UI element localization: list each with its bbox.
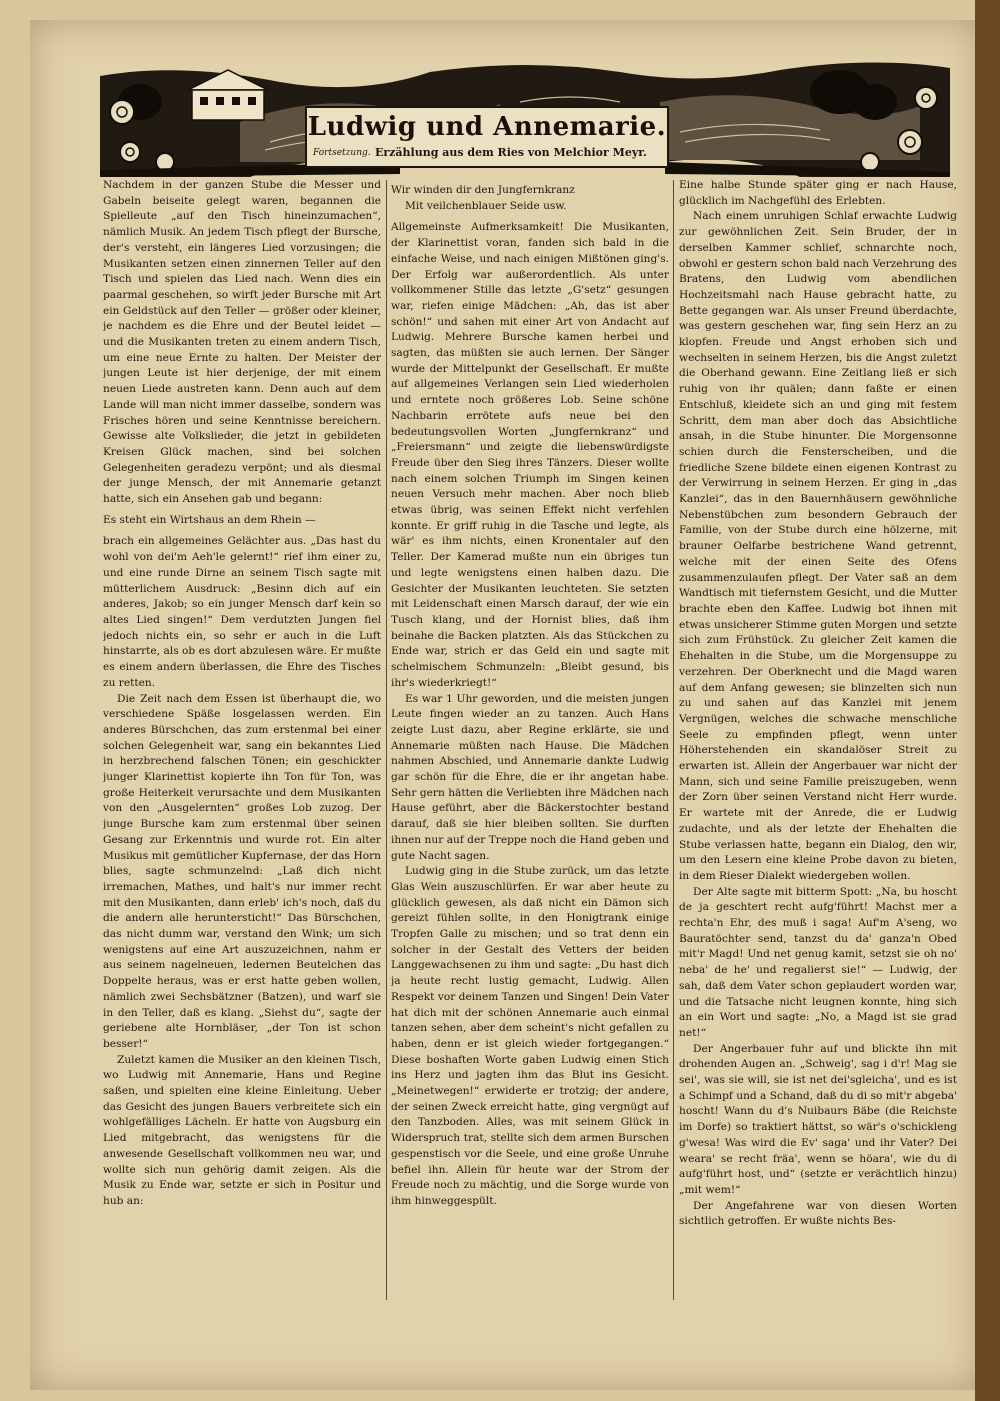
text-column-3 — [679, 178, 957, 1328]
paragraph: Der Angefahrene war von diesen Worten sichtlich getroffen. Er wußte nichts Bes- — [679, 1199, 957, 1228]
story-subtitle: Erzählung aus dem Ries von Melchior Meyr. — [375, 146, 647, 159]
paragraph: Nachdem in der ganzen Stube die Messer und Gabeln beiseite gelegt waren, begannen die Spielleute „auf den Tisch hineinzumachen“, nämlich Musik. An jedem Tisch pflegt der Bursche, der's versteht, ein längeres Lied vorzusingen; die Musikanten setzen einen zinnernen Teller auf den Tisch und spielen das Lied nach. Wenn dies ein paarmal geschehen, so wirft jeder Bursche mit Art ein Geldstück auf den Teller — größer oder kleiner, je nachdem es die Ehre und der Beutel leidet — und die Musikanten treten zu einem andern Tisch, um eine neue Ernte zu halten. Der Meister der jungen Leute ist hier derjenige, der mit einem neuen Liede austreten kann. Denn auch auf dem Lande will man nicht immer dasselbe, sondern was Frisches hören und seine Kenntnisse bereichern. Gewisse alte Volkslieder, die jetzt in gebildeten Kreisen Glück machen, sind bei solchen Gelegenheiten geradezu verpönt; und als diesmal der junge Mensch, der mit Annemarie getanzt hatte, sich ein Ansehen gab und begann: — [103, 179, 381, 506]
title-panel — [305, 106, 669, 168]
binding-gutter — [975, 0, 1000, 1401]
paragraph: Es war 1 Uhr geworden, und die meisten jungen Leute fingen wieder an zu tanzen. Auch Hans zeigte Lust dazu, aber Regine erklärte, sie und Annemarie müßten nach Hause. Die Mädchen nahmen Abschied, und Annemarie dankte Ludwig gar schön für die Ehre, die er ihr angetan habe. Sehr gern hätten die Verliebten ihre Mädchen nach Hause geführt, aber die Bäckerstochter bestand darauf, daß sie hier bleiben sollten. Sie durften ihnen nur auf der Treppe noch die Hand geben und gute Nacht sagen. — [391, 692, 669, 862]
paragraph: Der Angerbauer fuhr auf und blickte ihn mit drohenden Augen an. „Schweig', sag i d'r! Mag sie sei', was sie will, sie ist net dei'sgleicha', und es ist a Schimpf und a Schand, daß du di so mit'r abgeba' hoscht! Wann du d's Nuibaurs Bäbe (die Reichste im Dorfe) so traktiert hättst, so wär's o'schickleng g'wesa! Was wird die Ev' saga' und ihr Vater? Dei weara' se recht fräa', wenn se höara', wie du di aufg'führt host, und“ (setzte er verächtlich hinzu) „mit wem!“ — [679, 1042, 957, 1196]
column-divider — [673, 180, 674, 1300]
paragraph: Die Zeit nach dem Essen ist überhaupt die, wo verschiedene Späße losgelassen werden. Ein anderes Bürschchen, das zum erstenmal bei einer solchen Gelegenheit war, sang ein bekanntes Lied in herzbrechend falschen Tönen; ein geschickter junger Klarinettist kopierte ihn Ton für Ton, was große Heiterkeit verursachte und dem Musikanten von den „Ausgelernten“ großes Lob zuzog. Der junge Bursche kam zum erstenmal über seinen Gesang zur Erkenntnis und wurde rot. Ein alter Musikus mit gemütlicher Kupfernase, der das Horn blies, sagte schmunzelnd: „Laß dich nicht irremachen, Mathes, und halt's nur immer recht mit den Musikanten, dann erleb' ich's noch, daß du die andern alle heruntersticht!“ Das Bürschchen, das nicht dumm war, verstand den Wink; um sich wenigstens auf eine Art auszuzeichnen, nahm er aus seinem nagelneuen, ledernen Beutelchen das Doppelte heraus, was er erst hatte geben wollen, nämlich zwei Sechsbätzner (Batzen), und warf sie in den Teller, daß es klang. „Siehst du“, sagte der geriebene alte Hornbläser, „der Ton ist schon besser!“ — [103, 692, 381, 1050]
song-verse — [391, 183, 669, 214]
verse-line: Es steht ein Wirtshaus an dem Rhein — — [103, 513, 316, 526]
column-divider — [386, 180, 387, 1300]
paragraph: Der Alte sagte mit bitterm Spott: „Na, bu hoscht de ja geschtert recht aufg'führt! Machst mer a rechta'n Ehr, des muß i saga! Auf'm A'seng, wo Bauratöchter send, tanzst du da' ganza'n Obed mit'r Magd! Und net genug kamit, setzst sie oh no' neba' de he' und regalierst sie!“ — Ludwig, der sah, daß dem Vater schon geplaudert worden war, und die Tatsache nicht leugnen konnte, hing sich an ein Wort und sagte: „No, a Magd ist sie grad net!“ — [679, 885, 957, 1039]
paragraph: Allgemeinste Aufmerksamkeit! Die Musikanten, der Klarinettist voran, fanden sich bald in die einfache Weise, und nach einigen Mißtönen ging's. Der Erfolg war außerordentlich. Als unter vollkommener Stille das letzte „G'setz“ gesungen war, riefen einige Mädchen: „Ah, das ist aber schön!“ und sahen mit einer Art von Andacht auf Ludwig. Mehrere Bursche kamen herbei und sagten, das müßten sie auch lernen. Der Sänger wurde der Mittelpunkt der Gesellschaft. Er mußte auf allgemeines Verlangen sein Lied wiederholen und erntete noch größeres Lob. Seine schöne Nachbarin errötete aufs neue bei den bedeutungsvollen Worten „Jungfernkranz“ und „Freiersmann“ und zeigte die liebenswürdigste Freude über den Sieg ihres Tänzers. Dieser wollte nach einem solchen Triumph im Singen keinen neuen Versuch mehr machen. Aber noch blieb etwas übrig, was seinen Effekt nicht verfehlen konnte. Er griff ruhig in die Tasche und legte, als wär' es ihm nichts, einen Kronentaler auf den Teller. Der Kamerad mußte nun ein übriges tun und legte wenigstens einen halben dazu. Die Gesichter der Musikanten leuchteten. Sie setzten mit Leidenschaft einen Marsch darauf, der wie ein Tusch klang, und der Hornist blies, daß ihm beinahe die Backen platzten. Als das Stückchen zu Ende war, strich er das Geld ein und sagte mit schelmischem Schmunzeln: „Bleibt gesund, bis ihr's wiederkriegt!“ — [391, 221, 669, 689]
paragraph: Zuletzt kamen die Musiker an den kleinen Tisch, wo Ludwig mit Annemarie, Hans und Regine saßen, und spielten eine kleine Einleitung. Ueber das Gesicht des jungen Bauers verbreitete sich ein wohlgefälliges Lächeln. Er hatte von Augsburg ein Lied mitgebracht, das wenigstens für die anwesende Gesellschaft vollkommen neu war, und wollte sich nun gehörig damit zeigen. Als die Musik zu Ende war, setzte er sich in Positur und hub an: — [103, 1053, 381, 1207]
paragraph: Eine halbe Stunde später ging er nach Hause, glücklich im Nachgefühl des Erlebten. — [679, 179, 957, 207]
text-column-2 — [391, 178, 669, 1328]
text-column-1 — [103, 178, 381, 1328]
paragraph: brach ein allgemeines Gelächter aus. „Das hast du wohl von dei'm Aeh'le gelernt!“ rief ihm einer zu, und eine runde Dirne an seinem Tisch sagte mit mütterlichem Ausdruck: „Besinn dich auf ein anderes, Jakob; so ein junger Mensch darf kein so altes Lied singen!“ Dem verdutzten Jungen fiel jedoch nichts ein, so sehr er auch in die Luft hinstarrte, als ob es dort abzulesen wäre. Er mußte es einem andern überlassen, die Ehre des Tisches zu retten. — [103, 535, 381, 689]
song-verse — [103, 513, 381, 529]
story-title: Ludwig und Annemarie. — [307, 112, 667, 142]
paragraph: Ludwig ging in die Stube zurück, um das letzte Glas Wein auszuschlürfen. Er war aber heute zu glücklich gewesen, als daß nicht ein Dämon sich gereizt fühlen sollte, in den Honigtrank einige Tropfen Galle zu mischen; und so trat denn ein solcher in der Gestalt des Vetters der beiden Langgewachsenen zu ihm und sagte: „Du hast dich ja heute recht lustig gemacht, Ludwig. Allen Respekt vor deinem Tanzen und Singen! Dein Vater hat dich mit der schönen Annemarie auch einmal tanzen sehen, aber dem scheint's nicht gefallen zu haben, denn er ist gleich wieder fortgegangen.“ Diese boshaften Worte gaben Ludwig einen Stich ins Herz und jagten ihm das Blut ins Gesicht. „Meinetwegen!“ erwiderte er trotzig; der andere, der seinen Zweck erreicht hatte, ging vergnügt auf den Tanzboden. Alles, was mit seinem Glück in Widerspruch trat, stellte sich dem armen Burschen gespenstisch vor die Seele, und eine große Unruhe befiel ihn. Allein für heute war der Strom der Freude noch zu mächtig, und die Sorge wurde von ihm hinweggespült. — [391, 865, 669, 1207]
verse-line: Mit veilchenblauer Seide usw. — [405, 199, 567, 212]
continuation-label: Fortsetzung. — [313, 148, 371, 158]
paragraph: Nach einem unruhigen Schlaf erwachte Ludwig zur gewöhnlichen Zeit. Sein Bruder, der in derselben Kammer schlief, schnarchte noch, obwohl er gestern schon bald nach Verzehrung des Bratens, den Ludwig vom abendlichen Hochzeitsmahl nach Hause gebracht hatte, zu Bette gegangen war. Als unser Freund überdachte, was gestern geschehen war, fing sein Herz an zu klopfen. Freude und Angst erhoben sich und wechselten in seinem Herzen, bis die Angst zuletzt die Oberhand gewann. Eine Zeitlang ließ er sich ruhig von ihr quälen; dann faßte er einen Entschluß, kleidete sich an und ging mit festem Schritt, dem man aber doch das Absichtliche ansah, in die Stube hinunter. Die Morgensonne schien durch die Fensterscheiben, und die friedliche Szene bildete einen eigenen Kontrast zu der Verwirrung in seinem Herzen. Er ging in „das Kanzlei“, das in den Bauernhäusern gewöhnliche Nebenstübchen zum besondern Gebrauch der Familie, von der Stube durch eine hölzerne, mit brauner Oelfarbe bestrichene Wand getrennt, welche mit der einen Seite des Ofens zusammenzulaufen pflegt. Der Vater saß an dem Wandtisch mit tiefernstem Gesicht, und die Mutter brachte eben den Kaffee. Ludwig bot ihnen mit etwas unsicherer Stimme guten Morgen und setzte sich zum Frühstück. Zu gleicher Zeit kamen die Ehehalten in die Stube, um die Morgensuppe zu verzehren. Der Oberknecht und die Magd waren auf dem Anfang gewesen; sie blinzelten sich nun zu und sahen auf das Kanzlei mit jenem Vergnügen, welches die schwache menschliche Seele zu empfinden pflegt, wenn unter Höherstehenden ein skandalöser Streit zu erwarten ist. Allein der Angerbauer war nicht der Mann, sich und seine Familie preiszugeben, wenn der Zorn über seinen Verstand nicht Herr wurde. Er wartete mit der Anrede, die er Ludwig zudachte, und als der letzte der Ehehalten die Stube verlassen hatte, begann ein Dialog, den wir, um den Lesern eine kleine Probe davon zu bieten, in dem Rieser Dialekt wiedergeben wollen. — [679, 210, 957, 882]
verse-line: Wir winden dir den Jungfernkranz — [391, 184, 575, 196]
